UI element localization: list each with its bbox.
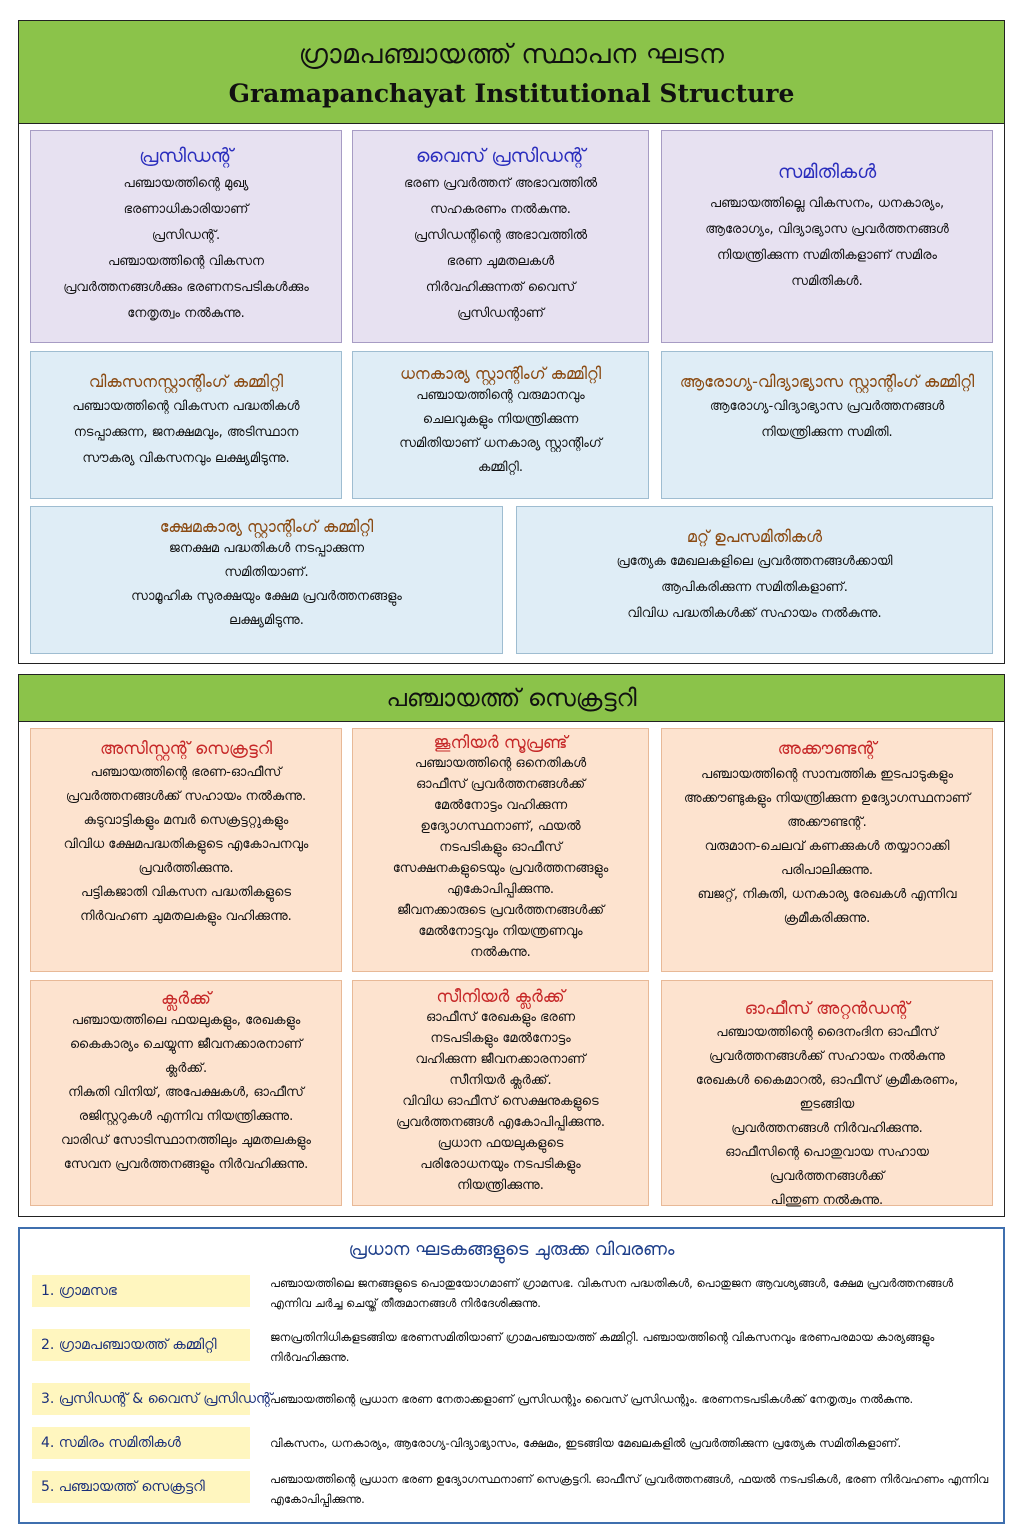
development-committee-line: സൗകര്യ വികസനവും ലക്ഷ്യമിടുന്നു.	[82, 451, 290, 466]
sub-committees-title: മറ്റ് ഉപസമിതികൾ	[686, 527, 823, 546]
assistant-secretary-line: പട്ടികജാതി വികസന പദ്ധതികളുടെ	[80, 885, 292, 900]
junior-superintendent-title: ജൂനിയർ സൂപ്രണ്ട്	[433, 733, 568, 753]
senior-clerk-title: സീനിയർ ക്ലർക്ക്	[436, 987, 565, 1007]
summary-label: 2. ഗ്രാമപഞ്ചായത്ത് കമ്മിറ്റി	[32, 1329, 250, 1361]
summary-label: 5. പഞ്ചായത്ത് സെക്രട്ടറി	[32, 1471, 250, 1503]
summary-description: പഞ്ചായത്തിലെ ജനങ്ങളുടെ പൊതുയോഗമാണ് ഗ്രാമസഭ. വികസന പദ്ധതികൾ, പൊതുജന ആവശ്യങ്ങൾ, ക്ഷേമ പ്രവർത്തനങ്ങൾ എന്നിവ ചർച്ച ചെയ്ത് തീരുമാനങ്ങൾ നിർദേശിക്കുന്നു.	[270, 1276, 954, 1310]
finance-committee-line: കമ്മിറ്റി.	[477, 460, 524, 475]
senior-clerk-line: സീനിയർ ക്ലർക്ക്.	[449, 1073, 552, 1088]
development-committee-card	[30, 351, 342, 499]
assistant-secretary-line: പ്രവർത്തിക്കുന്നു.	[138, 861, 234, 876]
welfare-committee-card	[30, 506, 503, 654]
junior-superintendent-line: പഞ്ചായത്തിന്റെ ഒനെതികൾ	[414, 756, 587, 771]
president-card	[30, 130, 342, 343]
office-attendant-line: ഓഫീസിന്റെ പൊതുവായ സഹായ പ്രവർത്തനങ്ങൾക്ക്	[725, 1145, 929, 1184]
welfare-committee-line: സമിതിയാണ്.	[224, 565, 309, 580]
accountant-line: പരിപാലിക്കുന്നു.	[780, 863, 873, 878]
president-title: പ്രസിഡന്റ്	[139, 145, 233, 167]
vice-president-line: സഹകരണം നൽകുന്നു.	[430, 202, 571, 217]
committees-card	[661, 130, 993, 343]
junior-superintendent-line: നടപടികളും ഓഫീസ്	[439, 840, 562, 855]
health-education-committee-title: ആരോഗ്യ-വിദ്യാഭ്യാസ സ്റ്റാന്റിംഗ് കമ്മിറ്റി	[679, 372, 975, 391]
finance-committee-card	[352, 351, 649, 499]
secretary-banner: പഞ്ചായത്ത് സെക്രട്ടറി	[19, 675, 1004, 722]
senior-clerk-line: നിയന്ത്രിക്കുന്നു.	[457, 1178, 544, 1193]
vice-president-line: പ്രസിഡന്റാണ്	[457, 306, 544, 321]
title-english: Gramapanchayat Institutional Structure	[228, 79, 795, 108]
junior-superintendent-line: നൽകുന്നു.	[470, 945, 531, 960]
assistant-secretary-line: വിവിധ ക്ഷേമപദ്ധതികളുടെ എകോപനവും	[63, 837, 309, 852]
development-committee-title: വികസനസ്റ്റാന്റിംഗ് കമ്മിറ്റി	[88, 372, 284, 391]
sub-committees-line: വിവിധ പദ്ധതികൾക്ക് സഹായം നൽകുന്നു.	[627, 606, 882, 621]
assistant-secretary-line: പ്രവർത്തനങ്ങൾക്ക് സഹായം നൽകുന്നു.	[65, 789, 307, 804]
senior-clerk-line: പ്രധാന ഫയലുകളുടെ	[437, 1136, 564, 1151]
vice-president-line: പ്രസിഡന്റിന്റെ അഭാവത്തിൽ	[413, 228, 588, 243]
senior-clerk-line: പ്രവർത്തനങ്ങൾ എകോപിപ്പിക്കുന്നു.	[396, 1115, 605, 1130]
vice-president-line: നിർവഹിക്കുന്നത് വൈസ്	[425, 280, 576, 295]
development-committee-line: പഞ്ചായത്തിന്റെ വികസന പദ്ധതികൾ	[72, 399, 300, 414]
president-line: ഭരണാധികാരിയാണ്	[123, 202, 249, 217]
summary-description: പഞ്ചായത്തിന്റെ പ്രധാന ഭരണ ഉദ്യോഗസ്ഥനാണ് സെക്രട്ടറി. ഓഫീസ് പ്രവർത്തനങ്ങൾ, ഫയൽ നടപടികൾ, ഭരണ നിർവഹണം എന്നിവ എകോപിപ്പിക്കുന്നു.	[270, 1472, 989, 1506]
accountant-line: അക്കൗണ്ടന്റ്.	[787, 815, 867, 830]
president-line: പ്രസിഡന്റ്.	[151, 228, 221, 243]
senior-clerk-line: വിവിധ ഓഫീസ് സെക്ഷനുകളുടെ	[402, 1094, 599, 1109]
assistant-secretary-line: പഞ്ചായത്തിന്റെ ഭരണ-ഓഫീസ്	[90, 765, 282, 780]
office-attendant-title: ഓഫീസ് അറ്റൻഡന്റ്	[744, 999, 910, 1019]
clerk-title: ക്ലർക്ക്	[161, 989, 211, 1009]
summary-title: പ്രധാന ഘടകങ്ങളുടെ ചുരുക്ക വിവരണം	[348, 1239, 675, 1260]
junior-superintendent-line: മേൽനോട്ടവും നിയന്ത്രണവും	[418, 924, 583, 939]
health-education-committee-card	[661, 351, 993, 499]
secretary-panel	[18, 674, 1005, 1217]
development-committee-line: നടപ്പാക്കുന്ന, ജനക്ഷമവും, അടിസ്ഥാന	[73, 425, 299, 440]
health-education-committee-line: ആരോഗ്യ-വിദ്യാഭ്യാസ പ്രവർത്തനങ്ങൾ	[709, 399, 945, 414]
vice-president-title: വൈസ് പ്രസിഡന്റ്	[415, 145, 586, 167]
assistant-secretary-line: നിർവഹണ ചുമതലകളും വഹിക്കുന്നു.	[80, 909, 292, 924]
vice-president-line: ഭരണ പ്രവർത്തന് അഭാവത്തിൽ	[403, 176, 598, 191]
summary-label: 3. പ്രസിഡന്റ് & വൈസ് പ്രസിഡന്റ്	[32, 1383, 250, 1415]
clerk-line: കൈകാര്യം ചെയ്യുന്ന ജീവനക്കാരനാണ്	[69, 1037, 303, 1052]
assistant-secretary-title: അസിസ്റ്റന്റ് സെക്രട്ടറി	[99, 739, 273, 759]
president-line: പഞ്ചായത്തിന്റെ മുഖ്യ	[123, 176, 249, 191]
junior-superintendent-line: ഓഫീസ് പ്രവർത്തനങ്ങൾക്ക്	[415, 777, 586, 792]
accountant-card	[661, 728, 993, 972]
sub-committees-line: പ്രത്യേക മേഖലകളിലെ പ്രവർത്തനങ്ങൾക്കായി	[616, 554, 893, 569]
welfare-committee-line: സാമൂഹിക സുരക്ഷയും ക്ഷേമ പ്രവർത്തനങ്ങളും	[131, 589, 402, 604]
header-banner	[19, 21, 1004, 124]
summary-panel	[18, 1227, 1005, 1524]
clerk-card	[30, 980, 342, 1206]
junior-superintendent-line: എകോപിപ്പിക്കുന്നു.	[446, 882, 555, 897]
finance-committee-line: സമിതിയാണ് ധനകാര്യ സ്റ്റാന്റിംഗ്	[399, 436, 602, 451]
finance-committee-line: പഞ്ചായത്തിന്റെ വരുമാനവും	[416, 388, 585, 403]
accountant-title: അക്കൗണ്ടന്റ്	[777, 739, 877, 759]
office-attendant-card	[661, 980, 993, 1206]
committees-line: നിയന്ത്രിക്കുന്ന സമിതികളാണ് സമിരം	[717, 248, 937, 263]
office-attendant-line: രേഖകൾ കൈമാറൽ, ഓഫീസ് ക്രമീകരണം, ഇടങ്ങിയ	[695, 1073, 959, 1112]
vice-president-card	[352, 130, 649, 343]
office-attendant-line: പിന്തുണ നൽകുന്നു.	[770, 1193, 884, 1208]
president-line: നേതൃത്വം നൽകുന്നു.	[127, 306, 245, 321]
office-attendant-line: പ്രവർത്തനങ്ങൾ നിർവഹിക്കുന്നു.	[731, 1121, 923, 1136]
office-attendant-line: പ്രവർത്തനങ്ങൾക്ക് സഹായം നൽകുന്നു	[708, 1049, 946, 1064]
president-line: പ്രവർത്തനങ്ങൾക്കും ഭരണനടപടികൾക്കും	[63, 280, 309, 295]
sub-committees-card	[516, 506, 993, 654]
health-education-committee-line: നിയന്ത്രിക്കുന്ന സമിതി.	[761, 425, 893, 440]
title-malayalam: ഗ്രാമപഞ്ചായത്ത് സ്ഥാപന ഘടന	[298, 39, 725, 70]
assistant-secretary-line: കുടുവാട്ടികളും മമ്പർ സെക്രട്ടറ്റുകളും	[83, 813, 289, 828]
clerk-line: ക്ലർക്ക്.	[164, 1061, 208, 1076]
accountant-line: ക്രമീകരിക്കുന്നു.	[783, 911, 871, 926]
junior-superintendent-line: ഉദ്യോഗസ്ഥനാണ്, ഫയൽ	[420, 819, 581, 834]
summary-description: ജനപ്രതിനിധികളടങ്ങിയ ഭരണസമിതിയാണ് ഗ്രാമപഞ്ചായത്ത് കമ്മിറ്റി. പഞ്ചായത്തിന്റെ വികസനവും ഭരണപരമായ കാര്യങ്ങളും നിർവഹിക്കുന്നു.	[270, 1330, 935, 1364]
accountant-line: അക്കൗണ്ടുകളും നിയന്ത്രിക്കുന്ന ഉദ്യോഗസ്ഥനാണ്	[683, 791, 971, 806]
junior-superintendent-line: സേക്ഷനകളുടെയും പ്രവർത്തനങ്ങളും	[392, 861, 609, 876]
accountant-line: ബജറ്റ്, നികുതി, ധനകാര്യ രേഖകൾ എന്നിവ	[697, 887, 957, 902]
finance-committee-line: ചെലവുകളും നിയന്ത്രിക്കുന്ന	[422, 412, 579, 427]
office-attendant-line: പഞ്ചായത്തിന്റെ ദൈനംദിന ഓഫീസ്	[716, 1025, 938, 1040]
clerk-line: നികുതി വിനിയ്, അപേക്ഷകൾ, ഓഫീസ്	[68, 1085, 304, 1100]
senior-clerk-card	[352, 980, 649, 1206]
finance-committee-title: ധനകാര്യ സ്റ്റാന്റിംഗ് കമ്മിറ്റി	[399, 364, 602, 383]
clerk-line: രജിസ്റ്ററുകൾ എന്നിവ നിയന്ത്രിക്കുന്നു.	[78, 1109, 294, 1124]
clerk-line: സേവന പ്രവർത്തനങ്ങളും നിർവഹിക്കുന്നു.	[63, 1157, 309, 1172]
senior-clerk-line: പരിരോധനയും നടപടികളും	[420, 1157, 581, 1172]
summary-description: വികസനം, ധനകാര്യം, ആരോഗ്യ-വിദ്യാഭ്യാസം, ക്ഷേമം, ഇടങ്ങിയ മേഖലകളിൽ പ്രവർത്തിക്കുന്ന പ്രത്യേക സമിതികളാണ്.	[270, 1436, 902, 1450]
junior-superintendent-line: മേൽനോട്ടം വഹിക്കുന്ന	[433, 798, 568, 813]
summary-description: പഞ്ചായത്തിന്റെ പ്രധാന ഭരണ നേതാക്കളാണ് പ്രസിഡന്റും വൈസ് പ്രസിഡന്റും. ഭരണനടപടികൾക്ക് നേതൃത്വം നൽകുന്നു.	[270, 1392, 914, 1406]
committees-title: സമിതികൾ	[777, 161, 877, 183]
committees-line: പഞ്ചായത്തില്ലെ വികസനം, ധനകാര്യം,	[709, 196, 945, 211]
sub-committees-line: ആപികരിക്കുന്ന സമിതികളാണ്.	[661, 580, 848, 595]
summary-label: 1. ഗ്രാമസഭ	[32, 1275, 250, 1307]
welfare-committee-title: ക്ഷേമകാര്യ സ്റ്റാന്റിംഗ് കമ്മിറ്റി	[159, 517, 374, 536]
vice-president-line: ഭരണ ചുമതലകൾ	[446, 254, 555, 269]
committees-line: ആരോഗ്യം, വിദ്യാഭ്യാസ പ്രവർത്തനങ്ങൾ	[705, 222, 949, 237]
accountant-line: വരുമാന-ചെലവ് കണക്കുകൾ തയ്യാറാക്കി	[704, 839, 950, 854]
welfare-committee-line: ജനക്ഷമ പദ്ധതികൾ നടപ്പാക്കുന്ന	[168, 541, 365, 556]
summary-label: 4. സമിരം സമിതികൾ	[32, 1427, 250, 1459]
clerk-line: വാരിഡ് സോടിസ്ഥാനത്തിലും ചുമതലകളും	[60, 1133, 311, 1148]
senior-clerk-line: ഓഫീസ് രേഖകളും ഭരണ	[426, 1010, 575, 1025]
accountant-line: പഞ്ചായത്തിന്റെ സാമ്പത്തിക ഇടപാടുകളും	[700, 767, 954, 782]
clerk-line: പഞ്ചായത്തിലെ ഫയലുകളും, രേഖകളും	[71, 1013, 301, 1028]
senior-clerk-line: വഹിക്കുന്ന ജീവനക്കാരനാണ്	[415, 1052, 586, 1067]
senior-clerk-line: നടപടികളും മേൽനോട്ടം	[430, 1031, 571, 1046]
president-line: പഞ്ചായത്തിന്റെ വികസന	[108, 254, 264, 269]
welfare-committee-line: ലക്ഷ്യമിടുന്നു.	[229, 613, 304, 628]
structure-panel	[18, 20, 1005, 664]
junior-superintendent-line: ജീവനക്കാരുടെ പ്രവർത്തനങ്ങൾക്ക്	[396, 903, 605, 918]
junior-superintendent-card	[352, 728, 649, 972]
committees-line: സമിതികൾ.	[791, 274, 863, 289]
assistant-secretary-card	[30, 728, 342, 972]
